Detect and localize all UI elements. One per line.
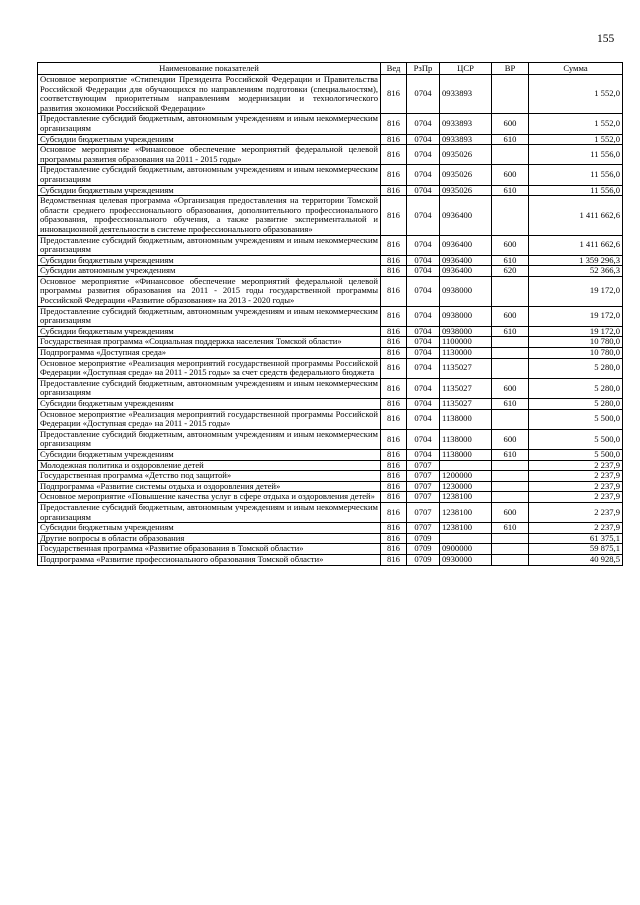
cell-vr bbox=[492, 337, 529, 348]
table-row bbox=[38, 449, 623, 460]
cell-csr: 0900000 bbox=[440, 544, 492, 555]
table-row bbox=[38, 358, 623, 378]
table-row bbox=[38, 266, 623, 277]
cell-name: Субсидии бюджетным учреждениям bbox=[38, 326, 381, 337]
cell-ved: 816 bbox=[381, 533, 407, 544]
cell-ved: 816 bbox=[381, 358, 407, 378]
cell-sum: 5 280,0 bbox=[529, 358, 623, 378]
cell-sum: 61 375,1 bbox=[529, 533, 623, 544]
cell-csr: 0933893 bbox=[440, 75, 492, 114]
cell-csr: 0936400 bbox=[440, 255, 492, 266]
cell-ved: 816 bbox=[381, 235, 407, 255]
cell-ved: 816 bbox=[381, 449, 407, 460]
cell-sum: 40 928,5 bbox=[529, 554, 623, 565]
cell-vr bbox=[492, 471, 529, 482]
cell-sum: 52 366,3 bbox=[529, 266, 623, 277]
cell-sum: 2 237,9 bbox=[529, 460, 623, 471]
table-row bbox=[38, 460, 623, 471]
cell-vr: 620 bbox=[492, 266, 529, 277]
cell-csr: 0936400 bbox=[440, 196, 492, 235]
cell-name: Субсидии бюджетным учреждениям bbox=[38, 134, 381, 145]
cell-ved: 816 bbox=[381, 75, 407, 114]
cell-sum: 5 500,0 bbox=[529, 409, 623, 429]
cell-sum: 11 556,0 bbox=[529, 145, 623, 165]
header-csr: ЦСР bbox=[440, 63, 492, 75]
cell-csr: 1135027 bbox=[440, 399, 492, 410]
cell-csr: 0933893 bbox=[440, 134, 492, 145]
table-row bbox=[38, 523, 623, 534]
cell-csr: 1238100 bbox=[440, 523, 492, 534]
cell-name: Предоставление субсидий бюджетным, автономным учреждениям и иным некоммерческим организациям bbox=[38, 235, 381, 255]
cell-csr: 0935026 bbox=[440, 145, 492, 165]
cell-csr: 1135027 bbox=[440, 378, 492, 398]
header-name: Наименование показателей bbox=[38, 63, 381, 75]
cell-rzpr: 0704 bbox=[407, 145, 440, 165]
cell-sum: 19 172,0 bbox=[529, 306, 623, 326]
cell-vr bbox=[492, 460, 529, 471]
table-row bbox=[38, 337, 623, 348]
cell-csr: 1130000 bbox=[440, 348, 492, 359]
cell-name: Государственная программа «Социальная поддержка населения Томской области» bbox=[38, 337, 381, 348]
cell-vr: 600 bbox=[492, 429, 529, 449]
cell-rzpr: 0704 bbox=[407, 196, 440, 235]
cell-name: Подпрограмма «Развитие профессионального образования Томской области» bbox=[38, 554, 381, 565]
cell-sum: 19 172,0 bbox=[529, 276, 623, 306]
cell-sum: 2 237,9 bbox=[529, 471, 623, 482]
cell-rzpr: 0704 bbox=[407, 409, 440, 429]
cell-rzpr: 0704 bbox=[407, 326, 440, 337]
cell-name: Основное мероприятие «Стипендии Президента Российской Федерации и Правительства Российской Федерации для обучающихся по направлениям подготовки (специальностям), соответствующим приоритетным направлениям модернизации и технологического развития экономики Российской Федерации» bbox=[38, 75, 381, 114]
cell-name: Основное мероприятие «Финансовое обеспечение мероприятий федеральной целевой программы развития образования на 2011 - 2015 годы государственной программы Российской Федерации «Развитие образования» на 2013 - 2020 годы» bbox=[38, 276, 381, 306]
table-row bbox=[38, 145, 623, 165]
cell-name: Основное мероприятие «Повышение качества услуг в сфере отдыха и оздоровления детей» bbox=[38, 492, 381, 503]
cell-vr bbox=[492, 554, 529, 565]
budget-table bbox=[37, 62, 623, 566]
cell-vr: 610 bbox=[492, 255, 529, 266]
cell-ved: 816 bbox=[381, 554, 407, 565]
cell-name: Подпрограмма «Доступная среда» bbox=[38, 348, 381, 359]
cell-name: Молодежная политика и оздоровление детей bbox=[38, 460, 381, 471]
table-row bbox=[38, 554, 623, 565]
cell-rzpr: 0707 bbox=[407, 523, 440, 534]
cell-sum: 11 556,0 bbox=[529, 185, 623, 196]
cell-name: Основное мероприятие «Финансовое обеспечение мероприятий федеральной целевой программы развития образования на 2011 - 2015 годы» bbox=[38, 145, 381, 165]
header-rzpr: РзПр bbox=[407, 63, 440, 75]
cell-rzpr: 0704 bbox=[407, 348, 440, 359]
cell-sum: 1 552,0 bbox=[529, 114, 623, 134]
cell-name: Предоставление субсидий бюджетным, автономным учреждениям и иным некоммерческим организациям bbox=[38, 165, 381, 185]
cell-ved: 816 bbox=[381, 337, 407, 348]
cell-ved: 816 bbox=[381, 481, 407, 492]
table-row bbox=[38, 326, 623, 337]
cell-rzpr: 0707 bbox=[407, 492, 440, 503]
table-row bbox=[38, 481, 623, 492]
cell-name: Другие вопросы в области образования bbox=[38, 533, 381, 544]
table-row bbox=[38, 502, 623, 522]
cell-sum: 1 552,0 bbox=[529, 75, 623, 114]
cell-rzpr: 0704 bbox=[407, 399, 440, 410]
cell-vr: 600 bbox=[492, 114, 529, 134]
table-row bbox=[38, 533, 623, 544]
cell-name: Субсидии бюджетным учреждениям bbox=[38, 399, 381, 410]
cell-name: Субсидии бюджетным учреждениям bbox=[38, 185, 381, 196]
cell-rzpr: 0709 bbox=[407, 533, 440, 544]
cell-rzpr: 0704 bbox=[407, 276, 440, 306]
cell-vr bbox=[492, 481, 529, 492]
cell-rzpr: 0704 bbox=[407, 114, 440, 134]
cell-csr: 0938000 bbox=[440, 326, 492, 337]
cell-name: Предоставление субсидий бюджетным, автономным учреждениям и иным некоммерческим организациям bbox=[38, 114, 381, 134]
cell-rzpr: 0704 bbox=[407, 306, 440, 326]
cell-ved: 816 bbox=[381, 255, 407, 266]
cell-sum: 5 500,0 bbox=[529, 449, 623, 460]
table-row bbox=[38, 114, 623, 134]
cell-rzpr: 0704 bbox=[407, 165, 440, 185]
table-row bbox=[38, 165, 623, 185]
cell-name: Предоставление субсидий бюджетным, автономным учреждениям и иным некоммерческим организациям bbox=[38, 306, 381, 326]
cell-rzpr: 0704 bbox=[407, 75, 440, 114]
table-header-row bbox=[38, 63, 623, 75]
page-number: 155 bbox=[597, 33, 615, 45]
table-row bbox=[38, 185, 623, 196]
cell-csr: 0938000 bbox=[440, 306, 492, 326]
table-row bbox=[38, 75, 623, 114]
cell-ved: 816 bbox=[381, 492, 407, 503]
cell-csr: 1200000 bbox=[440, 471, 492, 482]
cell-csr: 1135027 bbox=[440, 358, 492, 378]
cell-sum: 2 237,9 bbox=[529, 492, 623, 503]
cell-vr: 610 bbox=[492, 399, 529, 410]
cell-rzpr: 0704 bbox=[407, 358, 440, 378]
cell-vr: 610 bbox=[492, 326, 529, 337]
cell-rzpr: 0704 bbox=[407, 255, 440, 266]
cell-ved: 816 bbox=[381, 276, 407, 306]
cell-vr: 610 bbox=[492, 185, 529, 196]
cell-name: Основное мероприятие «Реализация мероприятий государственной программы Российской Федерации «Доступная среда» на 2011 - 2015 годы» за счет средств федерального бюджета bbox=[38, 358, 381, 378]
table-row bbox=[38, 255, 623, 266]
table-row bbox=[38, 492, 623, 503]
cell-csr: 0935026 bbox=[440, 165, 492, 185]
cell-rzpr: 0707 bbox=[407, 502, 440, 522]
cell-vr bbox=[492, 409, 529, 429]
cell-vr bbox=[492, 358, 529, 378]
cell-vr bbox=[492, 544, 529, 555]
cell-sum: 5 280,0 bbox=[529, 378, 623, 398]
cell-ved: 816 bbox=[381, 196, 407, 235]
cell-rzpr: 0704 bbox=[407, 185, 440, 196]
cell-vr: 600 bbox=[492, 502, 529, 522]
cell-rzpr: 0709 bbox=[407, 554, 440, 565]
table-row bbox=[38, 429, 623, 449]
cell-rzpr: 0707 bbox=[407, 481, 440, 492]
cell-rzpr: 0704 bbox=[407, 429, 440, 449]
cell-sum: 2 237,9 bbox=[529, 523, 623, 534]
cell-vr: 610 bbox=[492, 134, 529, 145]
cell-name: Субсидии бюджетным учреждениям bbox=[38, 449, 381, 460]
cell-rzpr: 0704 bbox=[407, 266, 440, 277]
cell-rzpr: 0709 bbox=[407, 544, 440, 555]
table-row bbox=[38, 196, 623, 235]
cell-csr: 1100000 bbox=[440, 337, 492, 348]
cell-rzpr: 0707 bbox=[407, 460, 440, 471]
cell-ved: 816 bbox=[381, 409, 407, 429]
cell-ved: 816 bbox=[381, 326, 407, 337]
cell-vr bbox=[492, 75, 529, 114]
table-row bbox=[38, 134, 623, 145]
cell-csr: 1138000 bbox=[440, 449, 492, 460]
cell-name: Основное мероприятие «Реализация мероприятий государственной программы Российской Федерации «Доступная среда» на 2011 - 2015 годы» bbox=[38, 409, 381, 429]
table-row bbox=[38, 306, 623, 326]
cell-sum: 1 411 662,6 bbox=[529, 235, 623, 255]
cell-vr: 600 bbox=[492, 378, 529, 398]
cell-ved: 816 bbox=[381, 429, 407, 449]
table-row bbox=[38, 544, 623, 555]
cell-name: Подпрограмма «Развитие системы отдыха и оздоровления детей» bbox=[38, 481, 381, 492]
cell-vr: 600 bbox=[492, 306, 529, 326]
cell-csr: 1138000 bbox=[440, 429, 492, 449]
table-row bbox=[38, 399, 623, 410]
cell-sum: 5 500,0 bbox=[529, 429, 623, 449]
cell-sum: 5 280,0 bbox=[529, 399, 623, 410]
header-sum: Сумма bbox=[529, 63, 623, 75]
cell-name: Субсидии автономным учреждениям bbox=[38, 266, 381, 277]
cell-rzpr: 0704 bbox=[407, 337, 440, 348]
cell-sum: 11 556,0 bbox=[529, 165, 623, 185]
cell-ved: 816 bbox=[381, 471, 407, 482]
cell-vr: 610 bbox=[492, 523, 529, 534]
cell-vr: 610 bbox=[492, 449, 529, 460]
cell-sum: 1 359 296,3 bbox=[529, 255, 623, 266]
cell-rzpr: 0704 bbox=[407, 378, 440, 398]
cell-ved: 816 bbox=[381, 348, 407, 359]
cell-ved: 816 bbox=[381, 544, 407, 555]
cell-ved: 816 bbox=[381, 114, 407, 134]
cell-vr bbox=[492, 492, 529, 503]
table-row bbox=[38, 235, 623, 255]
cell-sum: 10 780,0 bbox=[529, 337, 623, 348]
cell-csr: 0936400 bbox=[440, 266, 492, 277]
cell-ved: 816 bbox=[381, 523, 407, 534]
cell-name: Предоставление субсидий бюджетным, автономным учреждениям и иным некоммерческим организациям bbox=[38, 502, 381, 522]
cell-vr bbox=[492, 533, 529, 544]
cell-ved: 816 bbox=[381, 378, 407, 398]
cell-vr: 600 bbox=[492, 235, 529, 255]
cell-rzpr: 0704 bbox=[407, 134, 440, 145]
cell-sum: 1 552,0 bbox=[529, 134, 623, 145]
cell-csr bbox=[440, 460, 492, 471]
cell-csr: 1138000 bbox=[440, 409, 492, 429]
header-ved: Вед bbox=[381, 63, 407, 75]
cell-vr bbox=[492, 196, 529, 235]
cell-sum: 10 780,0 bbox=[529, 348, 623, 359]
cell-csr: 0933893 bbox=[440, 114, 492, 134]
cell-csr: 0936400 bbox=[440, 235, 492, 255]
table-row bbox=[38, 348, 623, 359]
table-row bbox=[38, 378, 623, 398]
cell-csr: 0938000 bbox=[440, 276, 492, 306]
cell-name: Субсидии бюджетным учреждениям bbox=[38, 523, 381, 534]
cell-ved: 816 bbox=[381, 399, 407, 410]
cell-rzpr: 0704 bbox=[407, 449, 440, 460]
table-row bbox=[38, 276, 623, 306]
cell-ved: 816 bbox=[381, 165, 407, 185]
cell-ved: 816 bbox=[381, 460, 407, 471]
cell-rzpr: 0707 bbox=[407, 471, 440, 482]
header-vr: ВР bbox=[492, 63, 529, 75]
cell-sum: 59 875,1 bbox=[529, 544, 623, 555]
cell-rzpr: 0704 bbox=[407, 235, 440, 255]
cell-name: Предоставление субсидий бюджетным, автономным учреждениям и иным некоммерческим организациям bbox=[38, 429, 381, 449]
cell-ved: 816 bbox=[381, 145, 407, 165]
cell-name: Предоставление субсидий бюджетным, автономным учреждениям и иным некоммерческим организациям bbox=[38, 378, 381, 398]
table-body bbox=[38, 75, 623, 566]
cell-vr bbox=[492, 145, 529, 165]
cell-csr: 1238100 bbox=[440, 492, 492, 503]
cell-sum: 2 237,9 bbox=[529, 481, 623, 492]
cell-vr: 600 bbox=[492, 165, 529, 185]
cell-vr bbox=[492, 276, 529, 306]
cell-ved: 816 bbox=[381, 502, 407, 522]
cell-csr: 0930000 bbox=[440, 554, 492, 565]
cell-name: Государственная программа «Развитие образования в Томской области» bbox=[38, 544, 381, 555]
table-row bbox=[38, 471, 623, 482]
cell-csr: 0935026 bbox=[440, 185, 492, 196]
cell-ved: 816 bbox=[381, 134, 407, 145]
cell-ved: 816 bbox=[381, 266, 407, 277]
cell-csr bbox=[440, 533, 492, 544]
cell-sum: 1 411 662,6 bbox=[529, 196, 623, 235]
cell-name: Субсидии бюджетным учреждениям bbox=[38, 255, 381, 266]
table-row bbox=[38, 409, 623, 429]
cell-sum: 19 172,0 bbox=[529, 326, 623, 337]
cell-ved: 816 bbox=[381, 306, 407, 326]
cell-csr: 1238100 bbox=[440, 502, 492, 522]
cell-vr bbox=[492, 348, 529, 359]
cell-name: Ведомственная целевая программа «Организация предоставления на территории Томской области среднего профессионального образования, дополнительного профессионального образования, профессионального обучения, а также развитие экспериментальной и инновационной деятельности в системе профессионального образования» bbox=[38, 196, 381, 235]
cell-name: Государственная программа «Детство под защитой» bbox=[38, 471, 381, 482]
cell-csr: 1230000 bbox=[440, 481, 492, 492]
cell-ved: 816 bbox=[381, 185, 407, 196]
cell-sum: 2 237,9 bbox=[529, 502, 623, 522]
